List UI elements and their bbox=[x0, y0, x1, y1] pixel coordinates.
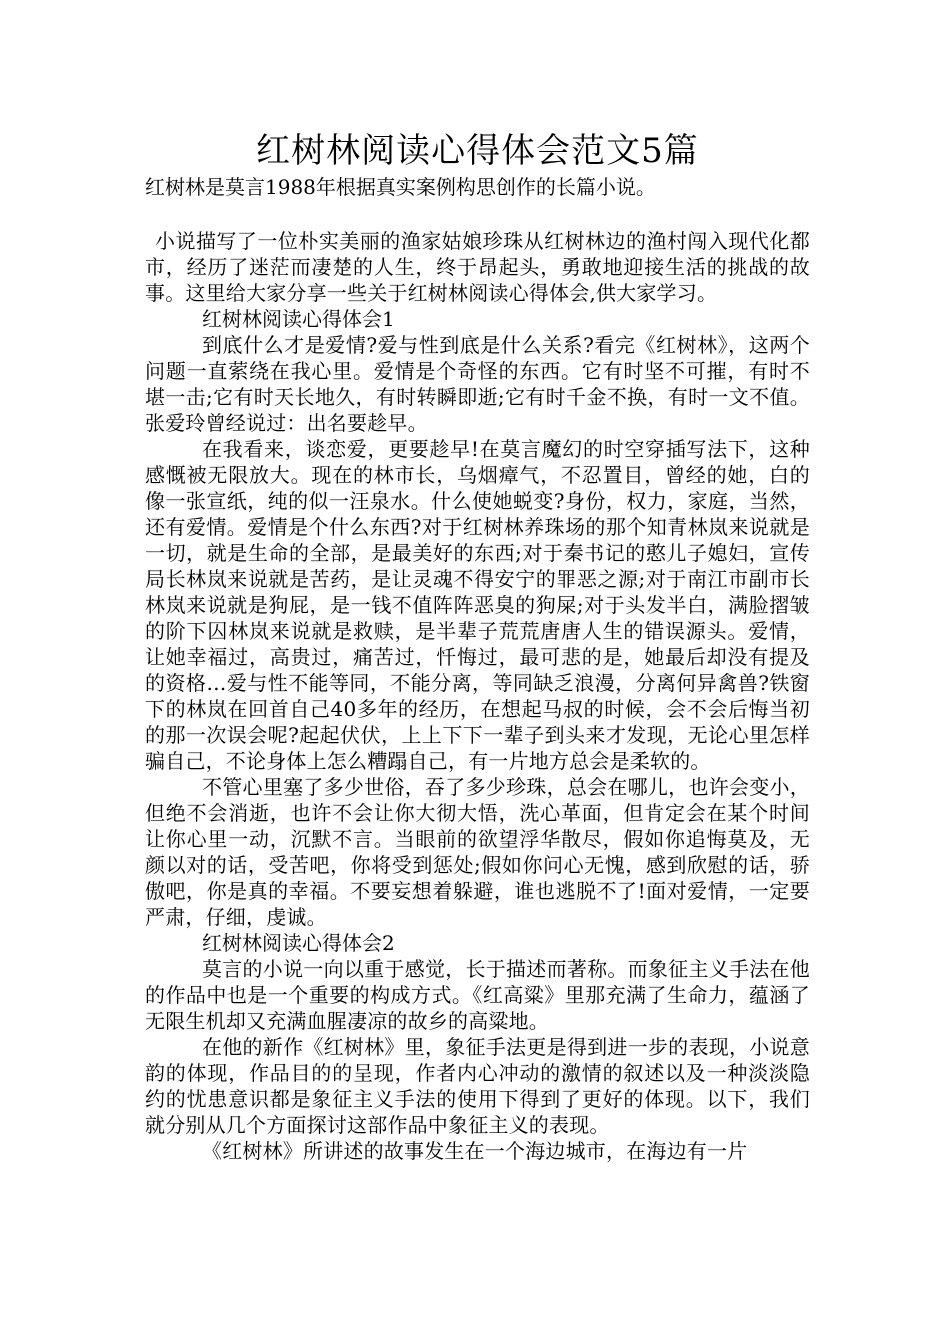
intro-line: 红树林是莫言1988年根据真实案例构思创作的长篇小说。 bbox=[145, 175, 656, 199]
section-heading-2: 红树林阅读心得体会2 bbox=[202, 931, 395, 955]
document-page bbox=[145, 128, 810, 1164]
section2-paragraph-1: 莫言的小说一向以重于感觉，长于描述而著称。而象征主义手法在他的作品中也是一个重要的构成方式。《红高粱》里那充满了生命力，蕴涵了无限生机却又充满血腥凄凉的故乡的高粱地。 bbox=[145, 957, 810, 1033]
section-heading-1: 红树林阅读心得体会1 bbox=[202, 307, 395, 331]
summary-paragraph: 小说描写了一位朴实美丽的渔家姑娘珍珠从红树林边的渔村闯入现代化都市，经历了迷茫而凄楚的人生，终于昂起头，勇敢地迎接生活的挑战的故事。这里给大家分享一些关于红树林阅读心得体会,供大家学习。 bbox=[145, 229, 810, 305]
section1-paragraph-1: 到底什么才是爱情?爱与性到底是什么关系?看完《红树林》，这两个问题一直萦绕在我心里。爱情是个奇怪的东西。它有时坚不可摧，有时不堪一击;它有时天长地久，有时转瞬即逝;它有时千金不换，有时一文不值。张爱玲曾经说过：出名要趁早。 bbox=[145, 333, 810, 435]
section1-paragraph-3: 不管心里塞了多少世俗，吞了多少珍珠，总会在哪儿，也许会变小，但绝不会消逝，也许不会让你大彻大悟，洗心革面，但肯定会在某个时间让你心里一动，沉默不言。当眼前的欲望浮华散尽，假如你追悔莫及，无颜以对的话，受苦吧，你将受到惩处;假如你问心无愧，感到欣慰的话，骄傲吧，你是真的幸福。不要妄想着躲避，谁也逃脱不了!面对爱情，一定要严肃，仔细，虔诚。 bbox=[145, 775, 810, 929]
document-title: 红树林阅读心得体会范文5篇 bbox=[256, 131, 699, 171]
section1-paragraph-2: 在我看来，谈恋爱，更要趁早!在莫言魔幻的时空穿插写法下，这种感慨被无限放大。现在的林市长，乌烟瘴气，不忍置目，曾经的她，白的像一张宣纸，纯的似一汪泉水。什么使她蜕变?身份，权力，家庭，当然，还有爱情。爱情是个什么东西?对于红树林养珠场的那个知青林岚来说就是一切，就是生命的全部，是最美好的东西;对于秦书记的憨儿子媳妇，宣传局长林岚来说就是苦药，是让灵魂不得安宁的罪恶之源;对于南江市副市长林岚来说就是狗屁，是一钱不值阵阵恶臭的狗屎;对于头发半白，满脸摺皱的阶下囚林岚来说就是救赎，是半辈子荒荒唐唐人生的错误源头。爱情，让她幸福过，高贵过，痛苦过，忏悔过，最可悲的是，她最后却没有提及的资格…爱与性不能等同，不能分离，等同缺乏浪漫，分离何异禽兽?铁窗下的林岚在回首自己40多年的经历，在想起马叔的时候，会不会后悔当初的那一次误会呢?起起伏伏，上上下下一辈子到头来才发现，无论心里怎样骗自己，不论身体上怎么糟蹋自己，有一片地方总会是柔软的。 bbox=[145, 437, 810, 773]
section2-paragraph-2: 在他的新作《红树林》里，象征手法更是得到进一步的表现，小说意韵的体现，作品目的的呈现，作者内心冲动的激情的叙述以及一种淡淡隐约的忧患意识都是象征主义手法的使用下得到了更好的体现。以下，我们就分别从几个方面探讨这部作品中象征主义的表现。 bbox=[145, 1035, 810, 1137]
section2-paragraph-3: 《红树林》所讲述的故事发生在一个海边城市，在海边有一片 bbox=[202, 1139, 748, 1163]
